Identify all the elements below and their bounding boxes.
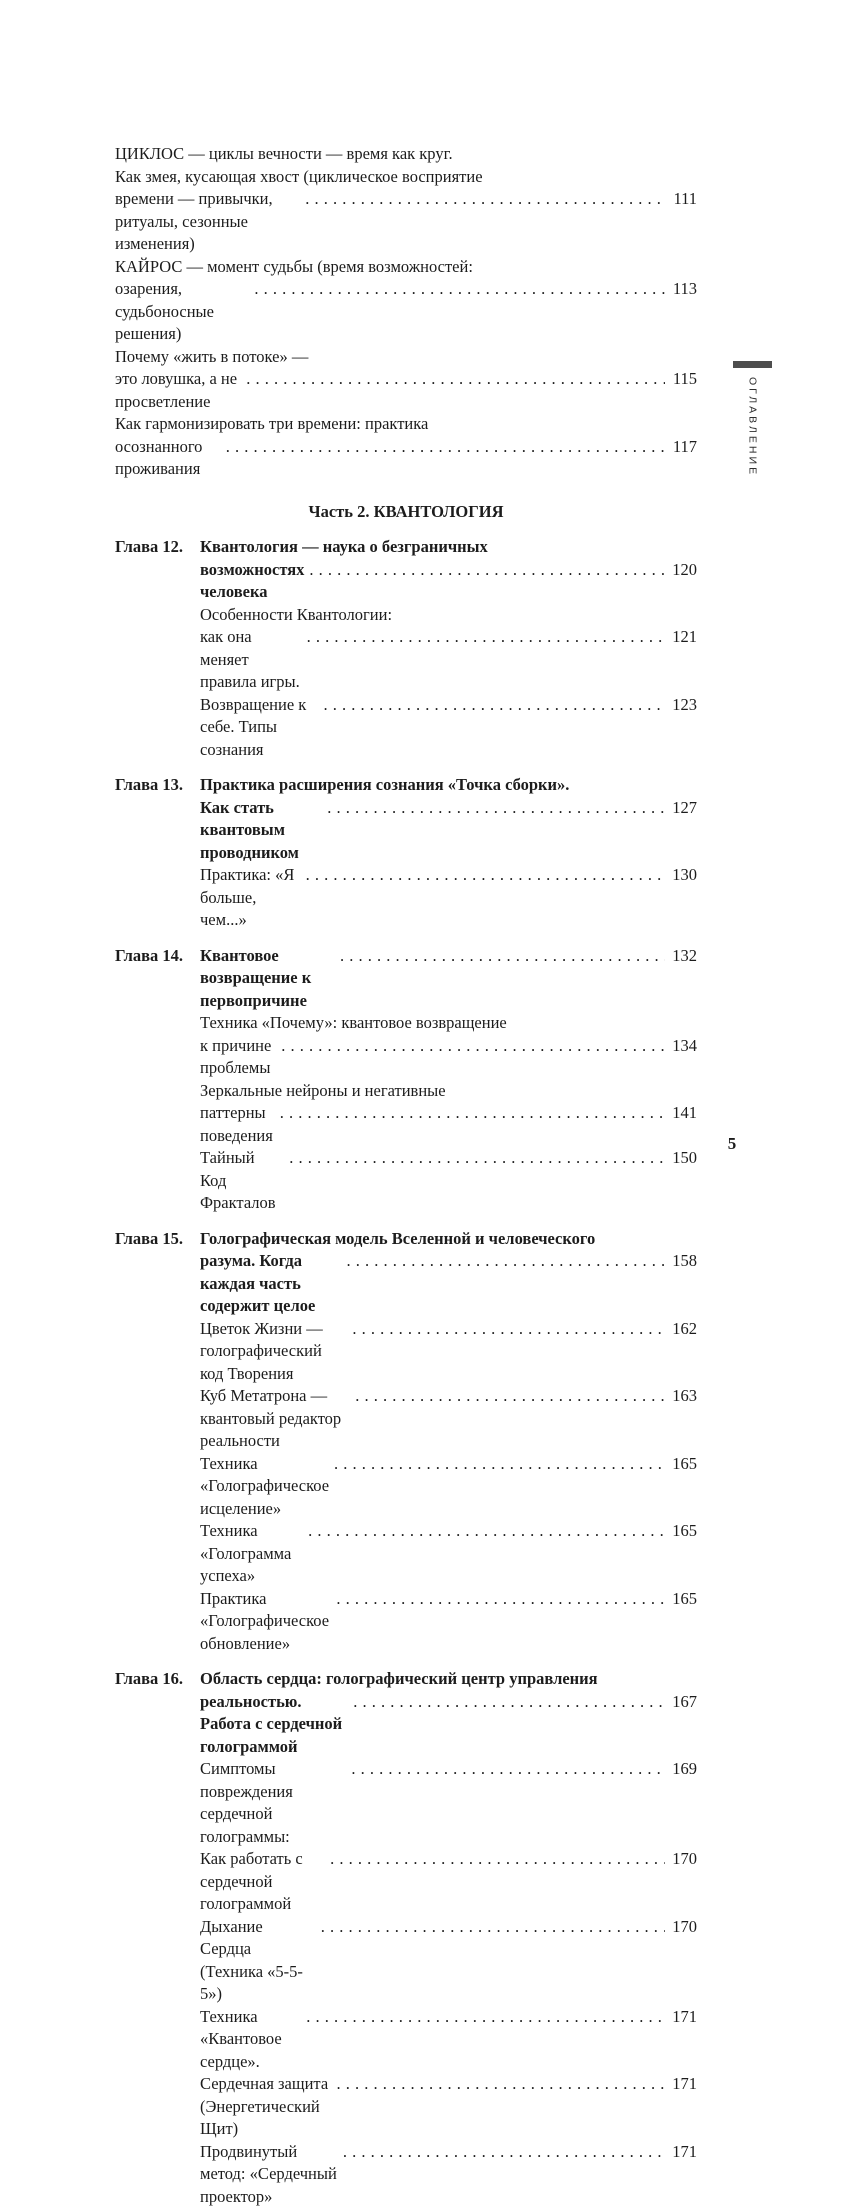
toc-entry [200,1147,697,1215]
toc-entry [200,1916,697,2006]
toc-entry [200,1588,697,1656]
page-number: 134 [670,1035,697,1058]
toc-entry-text: Как гармонизировать три времени: практика [115,413,428,436]
toc-entry [200,2006,697,2074]
toc-entry-text: Зеркальные нейроны и негативные [200,1080,446,1103]
toc-entry [200,1385,697,1453]
dot-leader [276,1035,665,1058]
chapter-label: Глава 14. [115,945,200,968]
toc-entry-line [115,166,697,189]
toc-entry-text: озарения, судьбоносные решения) [115,278,249,346]
chapter-group [115,774,697,932]
toc-entry [115,346,697,414]
toc-entry-line [200,1035,697,1080]
toc-entry-text: Техника «Голографическое исцеление» [200,1453,329,1521]
toc-entry-text: реальностью. Работа с сердечной голограммой [200,1691,348,1759]
toc-entry-line [200,864,697,932]
sidebar-rule [733,361,772,368]
chapter-row [115,774,697,864]
toc-entry-line [200,1691,697,1759]
toc-entry-line [200,2141,697,2208]
chapter-group [115,1228,697,1656]
chapter-title [200,774,697,864]
page-number: 167 [670,1691,697,1714]
page-number: 120 [670,559,697,582]
toc-entry-line [115,346,697,369]
dot-leader [241,368,665,391]
page-number: 170 [670,1916,697,1939]
chapter-group [115,1668,697,2208]
part-heading: Часть 2. КВАНТОЛОГИЯ [115,501,697,524]
toc-entry-text: Тайный Код Фракталов [200,1147,284,1215]
page-number: 162 [670,1318,697,1341]
dot-leader [348,1691,665,1714]
chapter-row [115,1228,697,1318]
toc-entry-line [200,1758,697,1848]
page-number: 170 [670,1848,697,1871]
page-number: 171 [670,2073,697,2096]
page-number: 171 [670,2006,697,2029]
dot-leader [335,945,665,968]
toc-entry-line [200,1228,697,1251]
toc-entry [200,1012,697,1080]
chapter-label: Глава 16. [115,1668,200,1691]
dot-leader [338,2141,665,2164]
toc-entry-text: Цветок Жизни — голографический код Творения [200,1318,347,1386]
toc-entry-line [200,1250,697,1318]
toc-entry [115,143,697,256]
toc-entry-line [200,1848,697,1916]
toc-entry-line [115,413,697,436]
toc-entry [200,1080,697,1148]
toc-entry-line [115,256,697,279]
toc-entry [200,694,697,762]
chapter-row [115,945,697,1013]
toc-entry-line [200,1668,697,1691]
toc-entry-line [200,1012,697,1035]
page-number: 141 [670,1102,697,1125]
dot-leader [284,1147,665,1170]
toc-entry-text: возможностях человека [200,559,304,604]
toc-entry [200,864,697,932]
page-number: 163 [670,1385,697,1408]
toc-entry [200,2141,697,2208]
page-number: 113 [670,278,697,301]
toc-entry-text: как она меняет правила игры. [200,626,302,694]
page-number: 117 [670,436,697,459]
dot-leader [350,1385,665,1408]
toc-entry [115,256,697,346]
toc-entry-text: это ловушка, а не просветление [115,368,241,413]
dot-leader [322,797,665,820]
chapter-label: Глава 15. [115,1228,200,1251]
toc-entry-line [200,1520,697,1588]
toc-entry-text: Как работать с сердечной голограммой [200,1848,325,1916]
dot-leader [300,188,665,211]
toc-entry-text: времени — привычки, ритуалы, сезонные изменения) [115,188,300,256]
page-number: 150 [670,1147,697,1170]
toc-entry [200,604,697,694]
toc-entry-text: осознанного проживания [115,436,221,481]
folio-page-number: 5 [712,1134,752,1154]
sidebar-vertical-label: ОГЛАВЛЕНИЕ [747,377,759,477]
toc-entry-line [200,1080,697,1103]
page-number: 132 [670,945,697,968]
dot-leader [319,694,665,717]
dot-leader [275,1102,665,1125]
toc-entry [200,1758,697,1848]
toc-entry [200,1318,697,1386]
toc-entry [200,1848,697,1916]
toc-entry-line [115,436,697,481]
dot-leader [316,1916,665,1939]
page-number: 169 [670,1758,697,1781]
chapter-title [200,945,697,1013]
toc-entry-text: разума. Когда каждая часть содержит целое [200,1250,341,1318]
toc-entry-line [200,1385,697,1453]
toc-entry-line [200,1147,697,1215]
toc-entry-text: Симптомы повреждения сердечной голограммы: [200,1758,346,1848]
toc-entry-line [200,1318,697,1386]
toc-entry [200,2073,697,2141]
dot-leader [329,1453,665,1476]
toc-entry-line [200,1102,697,1147]
chapter-title [200,1668,697,1758]
toc-entry-text: КАЙРОС — момент судьбы (время возможностей: [115,256,473,279]
toc-entry-line [115,188,697,256]
toc-entry-text: Куб Метатрона — квантовый редактор реальности [200,1385,350,1453]
page-number: 123 [670,694,697,717]
dot-leader [302,626,665,649]
sidebar-tab [733,361,772,477]
toc-entry-line [200,1916,697,2006]
dot-leader [303,1520,665,1543]
chapter-label: Глава 12. [115,536,200,559]
dot-leader [332,2073,665,2096]
toc-entry-line [200,945,697,1013]
toc-entry-line [200,2006,697,2074]
toc-entry-text: Практика «Голографическое обновление» [200,1588,331,1656]
toc-entry-text: Почему «жить в потоке» — [115,346,308,369]
toc-entry-line [200,774,697,797]
chapter-group [115,536,697,761]
page-number: 130 [670,864,697,887]
toc-entry-text: Техника «Почему»: квантовое возвращение [200,1012,507,1035]
dot-leader [304,559,665,582]
dot-leader [331,1588,665,1611]
toc-entry-text: Особенности Квантологии: [200,604,392,627]
toc-entry-line [200,2073,697,2141]
toc-entry-text: Как змея, кусающая хвост (циклическое восприятие [115,166,483,189]
dot-leader [249,278,665,301]
page-number: 127 [670,797,697,820]
toc-entry-text: Квантовое возвращение к первопричине [200,945,335,1013]
toc-entry [200,1520,697,1588]
page-number: 165 [670,1588,697,1611]
toc-entry [115,413,697,481]
chapter-row [115,536,697,604]
toc-entry-line [200,604,697,627]
dot-leader [347,1318,665,1341]
toc-entry-text: Техника «Квантовое сердце». [200,2006,301,2074]
page-number: 171 [670,2141,697,2164]
toc-content [115,143,697,2208]
toc-entry-line [200,694,697,762]
page-number: 111 [670,188,697,211]
toc-entry-line [200,626,697,694]
toc-entry-text: Сердечная защита (Энергетический Щит) [200,2073,332,2141]
toc-entry-line [200,1588,697,1656]
dot-leader [221,436,665,459]
chapters-block [115,536,697,2208]
dot-leader [301,2006,665,2029]
toc-entry-line [200,536,697,559]
page-number: 115 [670,368,697,391]
toc-entry-text: Область сердца: голографический центр управления [200,1668,598,1691]
toc-entry-text: Как стать квантовым проводником [200,797,322,865]
page-number: 165 [670,1453,697,1476]
toc-entry-text: Голографическая модель Вселенной и человеческого [200,1228,595,1251]
toc-entry-text: Возвращение к себе. Типы сознания [200,694,319,762]
toc-entry-text: Техника «Голограмма успеха» [200,1520,303,1588]
dot-leader [301,864,665,887]
toc-entry-text: Продвинутый метод: «Сердечный проектор» [200,2141,338,2208]
leading-entries-block [115,143,697,481]
toc-entry [200,1453,697,1521]
page-number: 158 [670,1250,697,1273]
dot-leader [325,1848,665,1871]
chapter-group [115,945,697,1215]
dot-leader [346,1758,665,1781]
chapter-label: Глава 13. [115,774,200,797]
toc-entry-line [115,143,697,166]
toc-entry-text: паттерны поведения [200,1102,275,1147]
chapter-row [115,1668,697,1758]
dot-leader [341,1250,665,1273]
chapter-title [200,1228,697,1318]
toc-entry-line [200,1453,697,1521]
page-number: 121 [670,626,697,649]
toc-entry-line [115,368,697,413]
toc-entry-line [115,278,697,346]
toc-entry-text: ЦИКЛОС — циклы вечности — время как круг. [115,143,453,166]
chapter-title [200,536,697,604]
toc-entry-text: Дыхание Сердца (Техника «5-5-5») [200,1916,316,2006]
toc-entry-text: Практика: «Я больше, чем...» [200,864,301,932]
toc-entry-line [200,559,697,604]
toc-entry-text: к причине проблемы [200,1035,276,1080]
toc-entry-text: Практика расширения сознания «Точка сборки». [200,774,569,797]
page-number: 165 [670,1520,697,1543]
toc-entry-text: Квантология — наука о безграничных [200,536,488,559]
toc-entry-line [200,797,697,865]
